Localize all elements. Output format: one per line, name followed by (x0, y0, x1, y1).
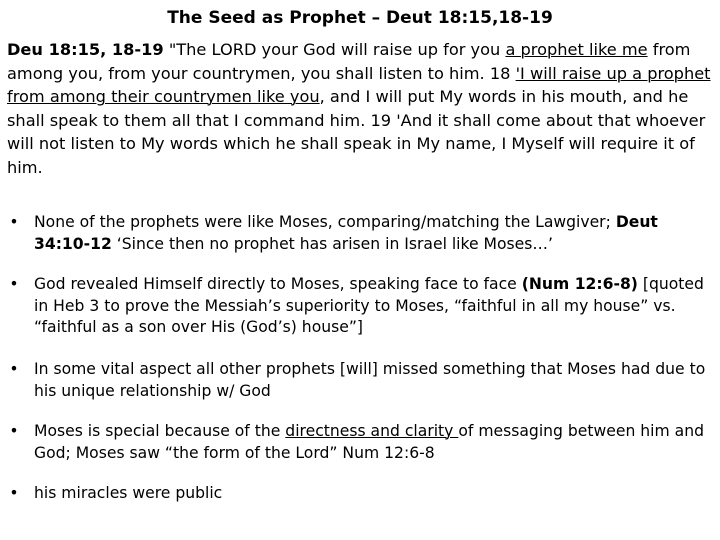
bullet-text: ‘Since then no prophet has arisen in Israel like Moses…’ (111, 234, 553, 253)
bullet-reference: (Num 12:6-8) (521, 275, 638, 294)
slide-title: The Seed as Prophet – Deut 18:15,18-19 (167, 8, 553, 28)
bullet-text: God revealed Himself directly to Moses, speaking face to face (34, 275, 522, 294)
bullet-dot-icon: • (9, 275, 19, 294)
bullet-list (7, 212, 715, 505)
bullet-text: of messaging between him and God; Moses saw “the form of the Lord” Num 12:6-8 (34, 422, 704, 462)
bullet-dot-icon: • (9, 359, 19, 378)
bullet-text: his miracles were public (34, 484, 223, 503)
scripture-text: "The LORD your God will raise up for you (163, 40, 506, 59)
bullet-item (7, 421, 715, 464)
bullet-text: None of the prophets were like Moses, comparing/matching the Lawgiver; (34, 213, 616, 231)
bullet-text: [quoted in Heb 3 to prove the Messiah’s superiority to Moses, “faithful in all my house” vs. “faithful as a son over His (God’s) house”] (34, 275, 704, 337)
bullet-item (7, 274, 715, 339)
scripture-passage (7, 38, 715, 180)
bullet-dot-icon: • (9, 422, 19, 441)
bullet-underlined-phrase: directness and clarity (285, 422, 459, 441)
scripture-underlined-phrase: 'I will raise up a prophet from among their countrymen like you (7, 63, 711, 107)
bullet-item (7, 359, 715, 402)
scripture-reference: Deu 18:15, 18-19 (7, 40, 164, 59)
bullet-dot-icon: • (9, 213, 19, 231)
bullet-item (7, 483, 715, 505)
bullet-text: In some vital aspect all other prophets [will] missed something that Moses had due to his unique relationship w/ God (34, 359, 706, 400)
scripture-text: , and I will put My words in his mouth, and he shall speak to them all that I command him. 19 'And it shall come about that whoever will not listen to My words which he shall speak in My name, I Myself will require it of him. (7, 87, 706, 177)
bullet-reference: Deut 34:10-12 (34, 213, 658, 253)
bullet-dot-icon: • (9, 484, 19, 503)
bullet-text: Moses is special because of the (34, 422, 286, 441)
scripture-underlined-phrase: a prophet like me (505, 40, 648, 59)
bullet-item (7, 212, 715, 255)
scripture-text: from among you, from your countrymen, you shall listen to him. 18 (7, 40, 691, 83)
